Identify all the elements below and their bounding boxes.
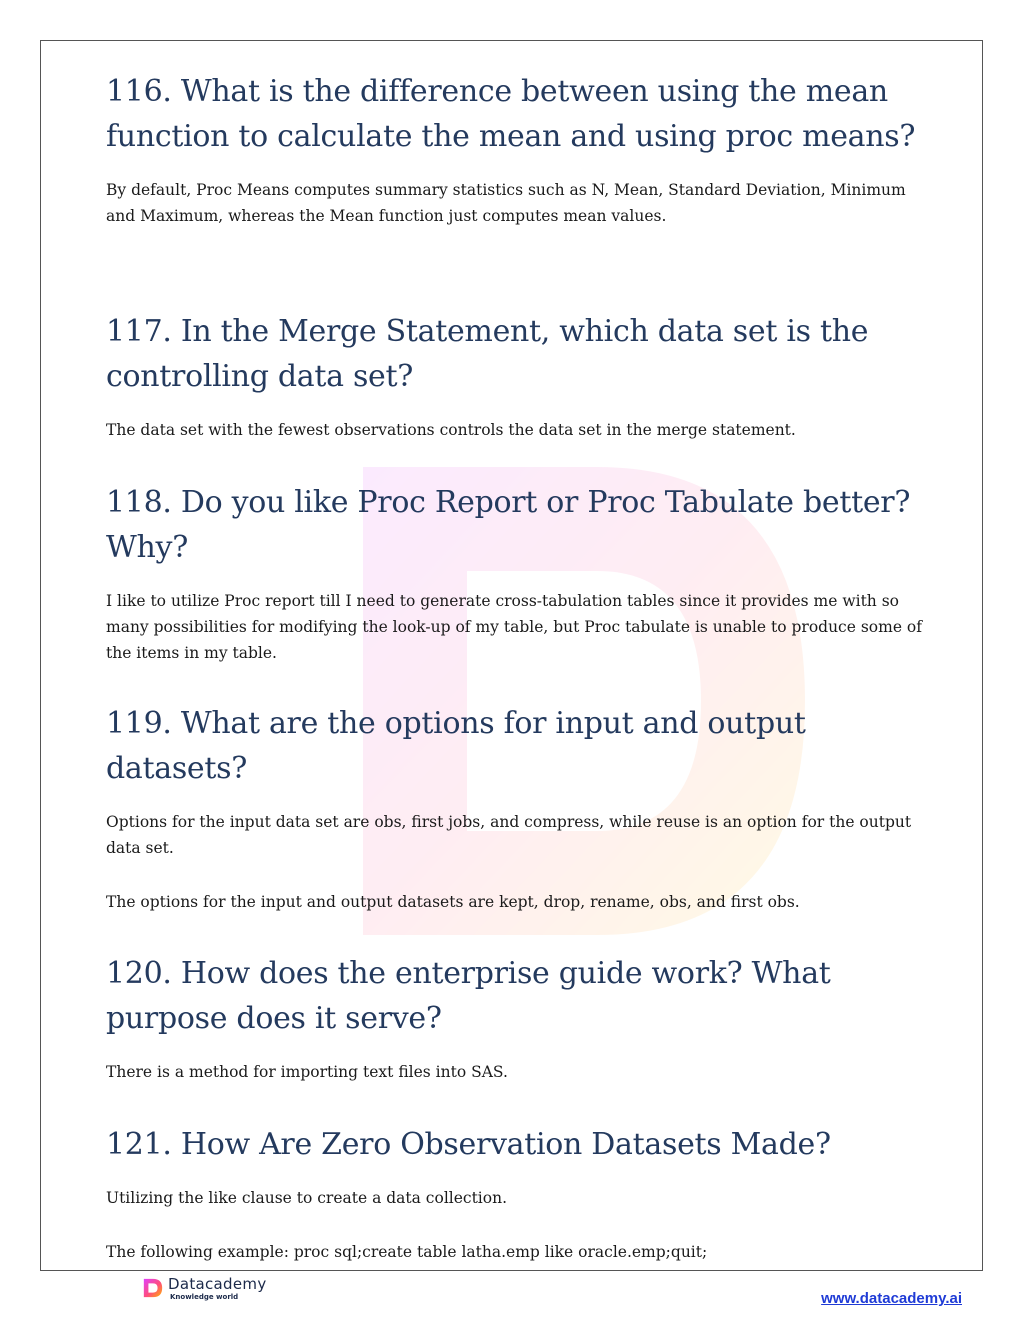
answer-text: I like to utilize Proc report till I need to generate cross-tabulation tables since it provides me with so many possibilities for modifying the look-up of my table, but Proc tabulate is unable to produce some of the items in my table. [106, 592, 922, 662]
answer-text: The options for the input and output datasets are kept, drop, rename, obs, and first obs. [106, 893, 800, 911]
logo-tagline: Knowledge world [170, 1293, 239, 1301]
question-heading: 117. In the Merge Statement, which data set is the controlling data set? [106, 314, 869, 394]
page-frame [40, 40, 983, 1271]
logo-name: Datacademy [168, 1275, 267, 1293]
datacademy-logo-icon [142, 1277, 164, 1299]
website-link[interactable]: www.datacademy.ai [821, 1290, 962, 1307]
answer-text: Utilizing the like clause to create a data collection. [106, 1189, 508, 1207]
question-116 [106, 69, 936, 229]
question-120 [106, 951, 936, 1085]
question-121 [106, 1122, 936, 1265]
answer-text: The following example: proc sql;create table latha.emp like oracle.emp;quit; [106, 1243, 708, 1261]
answer-text: Options for the input data set are obs, first jobs, and compress, while reuse is an option for the output data set. [106, 813, 912, 857]
footer-logo [142, 1277, 267, 1307]
answer-text: By default, Proc Means computes summary statistics such as N, Mean, Standard Deviation, Minimum and Maximum, whereas the Mean function just computes mean values. [106, 181, 906, 225]
question-heading: 120. How does the enterprise guide work? What purpose does it serve? [106, 956, 831, 1036]
question-heading: 116. What is the difference between using the mean function to calculate the mean and using proc means? [106, 74, 916, 154]
question-118 [106, 480, 936, 666]
question-heading: 119. What are the options for input and output datasets? [106, 706, 806, 786]
answer-text: There is a method for importing text files into SAS. [106, 1063, 508, 1081]
question-117 [106, 309, 936, 443]
question-heading: 118. Do you like Proc Report or Proc Tabulate better? Why? [106, 485, 911, 565]
answer-text: The data set with the fewest observations controls the data set in the merge statement. [106, 421, 796, 439]
question-heading: 121. How Are Zero Observation Datasets Made? [106, 1127, 831, 1162]
question-119 [106, 701, 936, 915]
